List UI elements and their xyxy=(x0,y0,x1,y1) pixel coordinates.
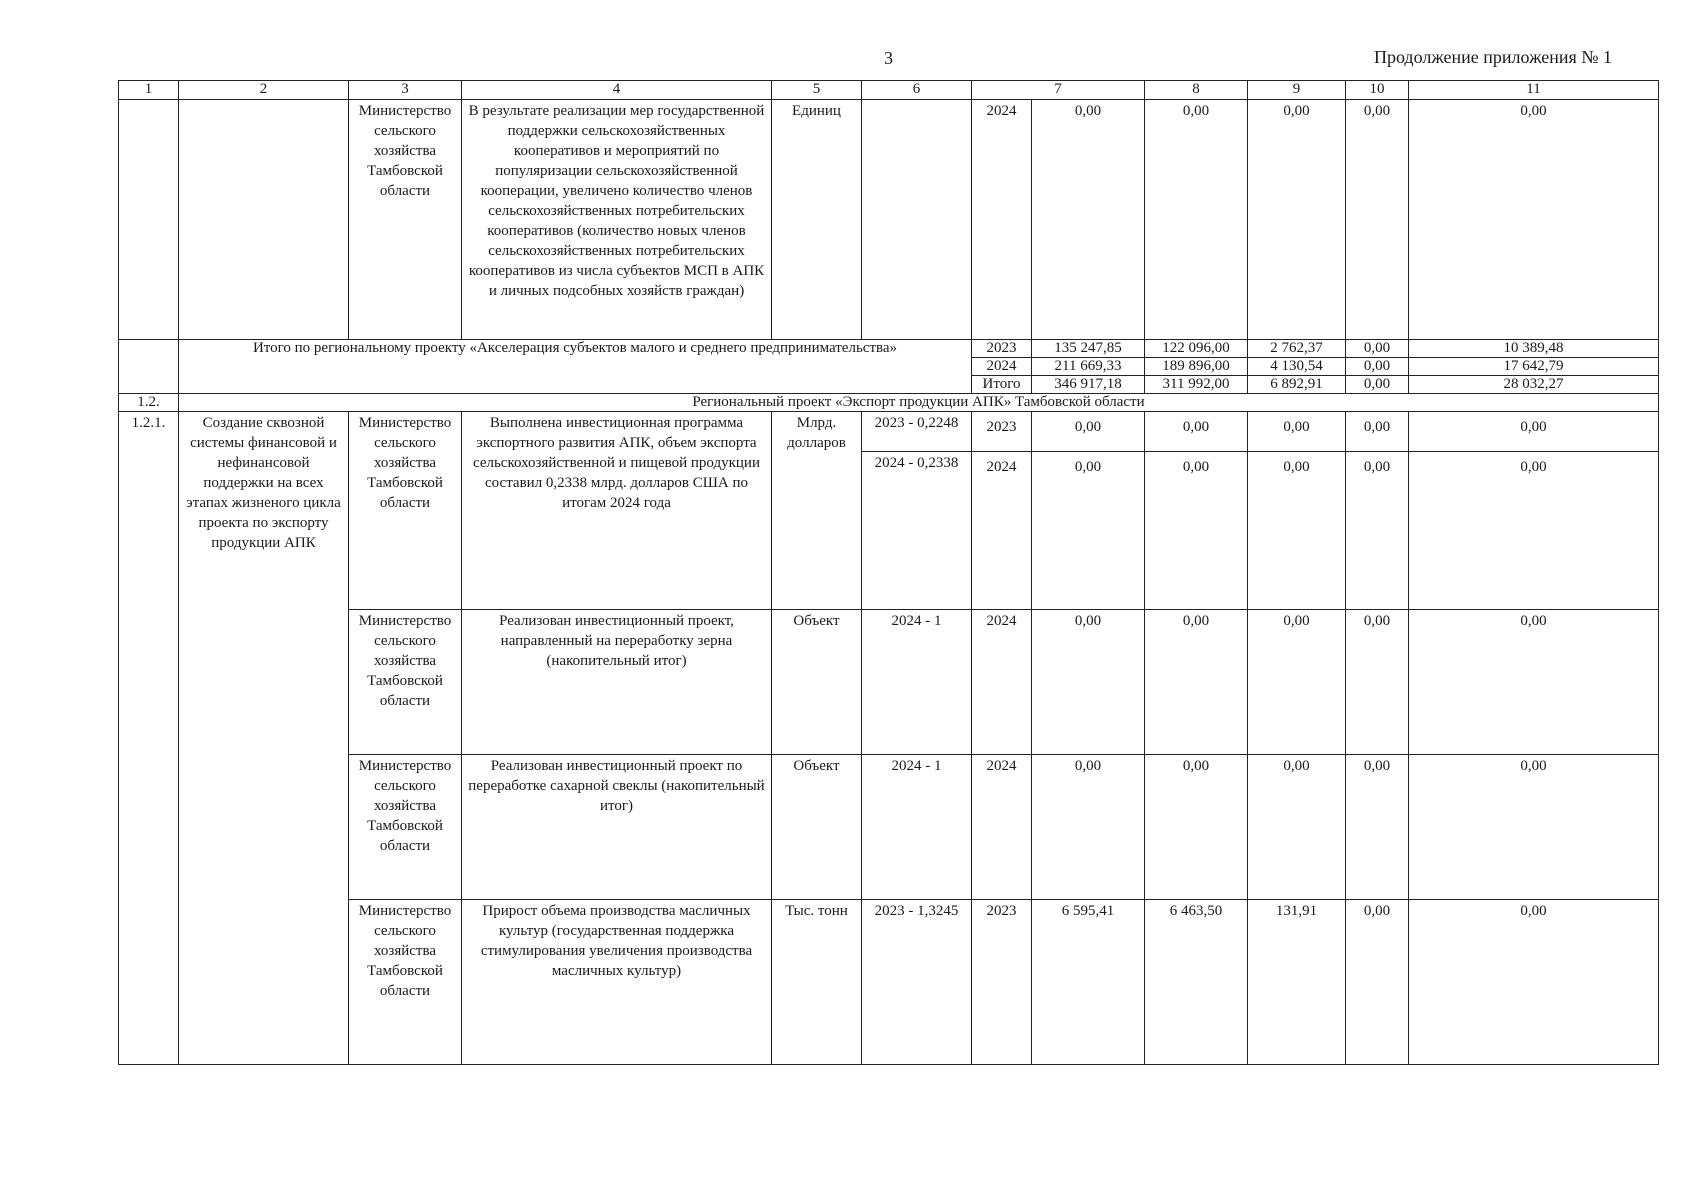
row-num-cell xyxy=(119,100,179,340)
header-cell: 9 xyxy=(1248,81,1346,100)
value-cell: 6 892,91 xyxy=(1248,376,1346,394)
target-cell xyxy=(862,100,972,340)
table-header-row xyxy=(119,81,1659,100)
value-cell: 0,00 xyxy=(1346,358,1409,376)
ministry-cell: Министерство сельского хозяйства Тамбовской области xyxy=(349,755,462,900)
page-number: 3 xyxy=(884,48,893,68)
value-cell: 211 669,33 xyxy=(1032,358,1145,376)
value-cell xyxy=(1145,452,1248,610)
appendix-table xyxy=(118,80,1659,1065)
value-cell: 0,00 xyxy=(1248,100,1346,340)
value-text: 0,00 xyxy=(1074,419,1102,435)
value-cell: 122 096,00 xyxy=(1145,340,1248,358)
row-num-cell xyxy=(119,340,179,394)
value-cell: 346 917,18 xyxy=(1032,376,1145,394)
value-cell: 2 762,37 xyxy=(1248,340,1346,358)
value-cell xyxy=(1248,452,1346,610)
value-cell: 131,91 xyxy=(1248,900,1346,1065)
year-cell: 2024 xyxy=(972,358,1032,376)
result-cell: В результате реализации мер государственной поддержки сельскохозяйственных кооперативов и мероприятий по популяризации сельскохозяйственной кооперации, увеличено количество членов сельскохозяйственных потребительских кооперативов (количество новых членов сельскохозяйственных потребительских кооперативов из числа субъектов МСП в АПК и личных подсобных хозяйств граждан) xyxy=(462,100,772,340)
value-cell xyxy=(1409,452,1659,610)
value-cell: 28 032,27 xyxy=(1409,376,1659,394)
value-cell: 0,00 xyxy=(1346,610,1409,755)
target-cell: 2023 - 1,3245 xyxy=(862,900,972,1065)
header-cell: 7 xyxy=(972,81,1145,100)
value-cell xyxy=(1346,412,1409,452)
value-text: 0,00 xyxy=(1520,419,1547,435)
ministry-cell: Министерство сельского хозяйства Тамбовской области xyxy=(349,900,462,1065)
ministry-cell: Министерство сельского хозяйства Тамбовской области xyxy=(349,412,462,610)
value-cell xyxy=(1145,412,1248,452)
value-cell: 0,00 xyxy=(1145,755,1248,900)
value-text: 0,00 xyxy=(1363,419,1391,435)
table-row xyxy=(119,610,1659,755)
value-cell: 0,00 xyxy=(1032,755,1145,900)
year-cell xyxy=(972,452,1032,610)
row-name-cell: Создание сквозной системы финансовой и нефинансовой поддержки на всех этапах жизненого цикла проекта по экспорту продукции АПК xyxy=(179,412,349,1065)
value-cell: 0,00 xyxy=(1145,610,1248,755)
header-cell: 6 xyxy=(862,81,972,100)
unit-cell: Объект xyxy=(772,755,862,900)
total-row xyxy=(119,340,1659,358)
year-cell: Итого xyxy=(972,376,1032,394)
value-text: 0,00 xyxy=(1520,459,1547,475)
target-cell: 2024 - 1 xyxy=(862,755,972,900)
value-cell: 0,00 xyxy=(1409,755,1659,900)
value-cell: 0,00 xyxy=(1032,610,1145,755)
value-cell: 0,00 xyxy=(1032,100,1145,340)
header-cell: 1 xyxy=(119,81,179,100)
result-cell: Реализован инвестиционный проект по переработке сахарной свеклы (накопительный итог) xyxy=(462,755,772,900)
value-cell: 0,00 xyxy=(1409,100,1659,340)
year-cell: 2024 xyxy=(972,755,1032,900)
year-cell: 2024 xyxy=(972,100,1032,340)
value-cell xyxy=(1346,452,1409,610)
section-row xyxy=(119,394,1659,412)
table-row xyxy=(119,900,1659,1065)
unit-cell: Единиц xyxy=(772,100,862,340)
total-label: Итого по региональному проекту «Акселерация субъектов малого и среднего предпринимательства» xyxy=(179,340,972,394)
table-row xyxy=(119,100,1659,340)
section-title: Региональный проект «Экспорт продукции АПК» Тамбовской области xyxy=(179,394,1659,412)
value-cell: 10 389,48 xyxy=(1409,340,1659,358)
header-cell: 4 xyxy=(462,81,772,100)
value-cell: 0,00 xyxy=(1248,755,1346,900)
value-cell: 0,00 xyxy=(1346,340,1409,358)
value-cell: 4 130,54 xyxy=(1248,358,1346,376)
table-row xyxy=(119,412,1659,452)
row-name-cell xyxy=(179,100,349,340)
row-num-cell: 1.2.1. xyxy=(119,412,179,1065)
value-cell: 0,00 xyxy=(1346,755,1409,900)
value-cell: 311 992,00 xyxy=(1145,376,1248,394)
value-cell: 0,00 xyxy=(1346,900,1409,1065)
value-text: 0,00 xyxy=(1363,459,1391,475)
header-cell: 11 xyxy=(1409,81,1659,100)
year-cell: 2023 xyxy=(972,900,1032,1065)
unit-cell: Млрд. долларов xyxy=(772,412,862,610)
value-cell: 189 896,00 xyxy=(1145,358,1248,376)
result-cell: Выполнена инвестиционная программа экспортного развития АПК, объем экспорта сельскохозяйственной и пищевой продукции составил 0,2338 млрд. долларов США по итогам 2024 года xyxy=(462,412,772,610)
value-cell: 6 595,41 xyxy=(1032,900,1145,1065)
section-number: 1.2. xyxy=(119,394,179,412)
value-cell: 0,00 xyxy=(1346,376,1409,394)
value-cell: 0,00 xyxy=(1346,100,1409,340)
value-text: 0,00 xyxy=(1283,459,1310,475)
value-cell: 0,00 xyxy=(1409,610,1659,755)
value-cell xyxy=(1032,452,1145,610)
year-cell: 2024 xyxy=(972,610,1032,755)
value-cell: 135 247,85 xyxy=(1032,340,1145,358)
target-cell: 2024 - 1 xyxy=(862,610,972,755)
year-cell xyxy=(972,412,1032,452)
ministry-cell: Министерство сельского хозяйства Тамбовской области xyxy=(349,610,462,755)
header-cell: 10 xyxy=(1346,81,1409,100)
value-text: 0,00 xyxy=(1182,459,1210,475)
year-text: 2023 xyxy=(986,419,1017,435)
value-text: 0,00 xyxy=(1283,419,1310,435)
unit-cell: Объект xyxy=(772,610,862,755)
table-row xyxy=(119,755,1659,900)
value-cell: 0,00 xyxy=(1409,900,1659,1065)
year-cell: 2023 xyxy=(972,340,1032,358)
header-cell: 3 xyxy=(349,81,462,100)
value-text: 0,00 xyxy=(1074,459,1102,475)
header-cell: 2 xyxy=(179,81,349,100)
target-cell: 2024 - 0,2338 xyxy=(862,452,972,610)
result-cell: Реализован инвестиционный проект, направленный на переработку зерна (накопительный итог) xyxy=(462,610,772,755)
value-text: 0,00 xyxy=(1182,419,1210,435)
ministry-cell: Министерство сельского хозяйства Тамбовской области xyxy=(349,100,462,340)
continuation-label: Продолжение приложения № 1 xyxy=(1373,47,1612,67)
year-text: 2024 xyxy=(986,459,1017,475)
unit-cell: Тыс. тонн xyxy=(772,900,862,1065)
value-cell xyxy=(1032,412,1145,452)
value-cell: 0,00 xyxy=(1248,610,1346,755)
header-cell: 5 xyxy=(772,81,862,100)
target-cell: 2023 - 0,2248 xyxy=(862,412,972,452)
value-cell: 0,00 xyxy=(1145,100,1248,340)
result-cell: Прирост объема производства масличных культур (государственная поддержка стимулирования увеличения производства масличных культур) xyxy=(462,900,772,1065)
value-cell xyxy=(1409,412,1659,452)
value-cell: 17 642,79 xyxy=(1409,358,1659,376)
header-cell: 8 xyxy=(1145,81,1248,100)
value-cell xyxy=(1248,412,1346,452)
value-cell: 6 463,50 xyxy=(1145,900,1248,1065)
